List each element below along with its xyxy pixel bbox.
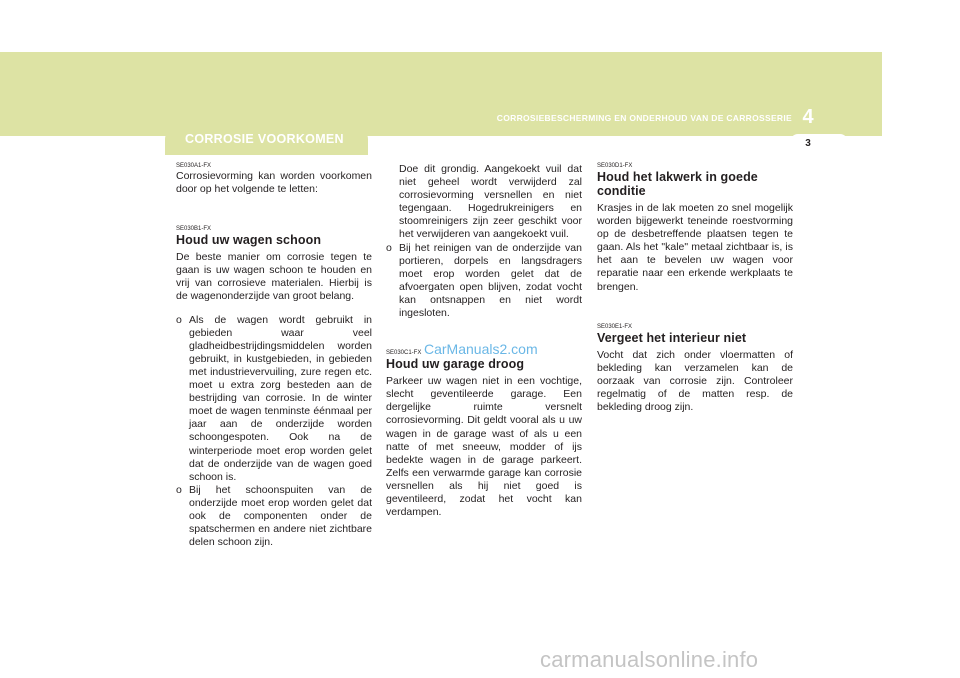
section-heading: Houd het lakwerk in goede conditie	[597, 170, 758, 198]
paragraph: De beste manier om corrosie tegen te gaan is uw wagen schoon te houden en vrij van corrosieve materialen. Hierbij is de wagenonderzijde van groot belang.	[176, 251, 372, 303]
page-number: 3	[805, 138, 811, 149]
reference-code: SE030A1-FX	[176, 163, 212, 169]
section-title: CORROSIE VOORKOMEN	[185, 132, 344, 146]
section-heading: Houd uw garage droog	[386, 357, 525, 372]
column-1	[176, 163, 372, 549]
paragraph: Vocht dat zich onder vloermatten of bekleding kan verzamelen kan de oorzaak van corrosie zijn. Controleer regelmatig of de matten resp. de bekleding droog zijn.	[597, 348, 793, 414]
bullet-item	[386, 242, 582, 321]
reference-code: SE030E1-FX	[597, 323, 633, 330]
watermark: CarManuals2.com	[424, 341, 538, 357]
bullet-mark: o	[386, 241, 392, 254]
paragraph: Parkeer uw wagen niet in een vochtige, slecht geventileerde garage. Een dergelijke ruimte versnelt corrosievorming. Dit geldt vooral als u uw wagen in de garage wast of als u een natte of met sneeuw, modder of ijs bedekte wagen in de garage parkeert. Zelfs een verwarmde garage kan corrosie versnellen als hij niet goed is geventileerd, zodat het vocht kan verdampen.	[386, 375, 582, 519]
bullet-item	[176, 314, 372, 484]
watermark: carmanualsonline.info	[540, 647, 759, 672]
intro-paragraph: Corrosievorming kan worden voorkomen door op het volgende te letten:	[176, 170, 372, 196]
header-band	[0, 52, 882, 136]
section-heading: Vergeet het interieur niet	[597, 330, 747, 345]
running-title: CORROSIEBESCHERMING EN ONDERHOUD VAN DE CARROSSERIE	[496, 113, 792, 123]
bullet-continuation: Doe dit grondig. Aangekoekt vuil dat niet geheel wordt verwijderd zal corrosievorming versnellen en niet tegengaan. Hogedrukreinigers en stoomreinigers zijn zeer geschikt voor het verwijderen van aangekoekt vuil.	[399, 163, 582, 241]
reference-code: SE030B1-FX	[176, 226, 212, 233]
column-3	[597, 163, 793, 414]
section-heading: Houd uw wagen schoon	[176, 233, 322, 248]
bullet-text: Als de wagen wordt gebruikt in gebieden waar veel gladheidbestrijdingsmiddelen worden gebruikt, in kustgebieden, in gebieden met industrievervuiling, zure regen etc. moet u extra zorg besteden aan de bestrijding van corrosie. In de winter moet de wagen tenminste éénmaal per jaar aan de onderzijde worden schoongespoten. Ook na de winterperiode moet erop worden gelet dat de onderzijde van de wagen goed schoon is.	[189, 313, 372, 483]
reference-code: SE030D1-FX	[597, 163, 633, 169]
paragraph: Krasjes in de lak moeten zo snel mogelijk worden bijgewerkt teneinde roestvorming op de desbetreffende plaatsen tegen te gaan. Als het "kale" metaal zichtbaar is, is het aan te bevelen uw wagen voor reparatie naar een erkende werkplaats te brengen.	[597, 202, 793, 293]
bullet-mark: o	[176, 313, 182, 326]
chapter-number: 4	[802, 106, 814, 128]
bullet-text: Bij het schoonspuiten van de onderzijde moet erop worden gelet dat ook de componenten onder de spatschermen en andere niet zichtbare delen schoon zijn.	[189, 483, 372, 549]
bullet-text: Bij het reinigen van de onderzijde van portieren, dorpels en langsdragers moet erop worden gelet dat de afvoergaten open blijven, zodat vocht kan ontsnappen en niet wordt ingesloten.	[399, 241, 582, 320]
reference-code: SE030C1-FX	[386, 350, 422, 357]
bullet-mark: o	[176, 483, 182, 496]
bullet-item	[176, 484, 372, 549]
